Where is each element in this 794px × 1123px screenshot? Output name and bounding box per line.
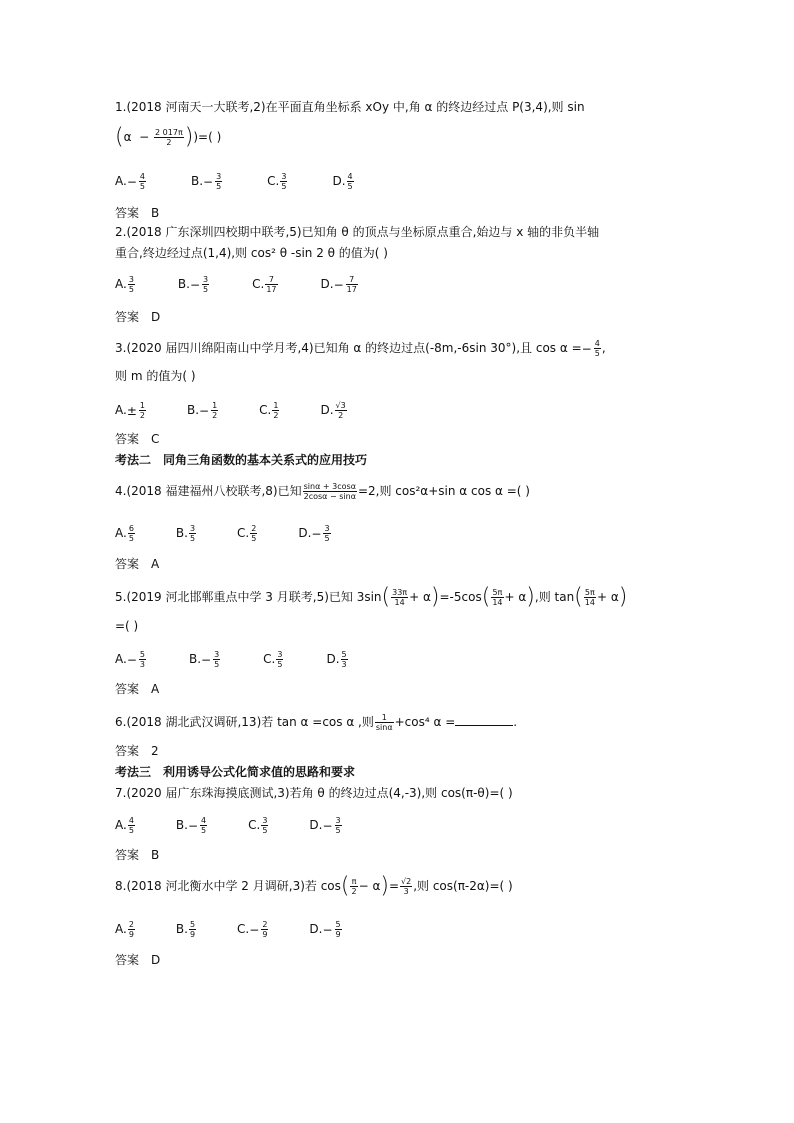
section-title-3: 考法三 利用诱导公式化简求值的思路和要求 — [115, 765, 356, 779]
option-label: D. — [309, 922, 323, 936]
option-fraction: $\frac{1}{2}$ — [139, 401, 145, 420]
option-fraction: $\frac{3}{5}$ — [203, 275, 209, 294]
q7-option-a[interactable] — [115, 816, 136, 835]
q5-option-c[interactable] — [263, 650, 284, 669]
option-label: C. — [259, 403, 272, 417]
q4-option-d[interactable] — [298, 524, 331, 543]
q5-stem-line1: 5.(2019 河北邯郸重点中学 3 月联考,5)已知 3sin( $\frac{33\pi}{14}$ + α)=-5cos( $\frac{5\pi}{14}$ + α),则 tan( $\frac{5\pi}{14}$ + α) — [115, 584, 628, 610]
q3-option-c[interactable] — [259, 401, 280, 420]
option-label: D. — [332, 174, 346, 188]
q5-option-b[interactable] — [189, 650, 221, 669]
option-fraction: $\frac{3}{5}$ — [335, 816, 341, 835]
q8-fraction: $\frac{√2}{3}$ — [401, 877, 412, 896]
option-label: A. — [115, 922, 127, 936]
option-fraction: $\frac{3}{5}$ — [277, 650, 283, 669]
option-fraction: $\frac{3}{5}$ — [128, 275, 134, 294]
q2-options — [115, 275, 359, 294]
option-fraction: $\frac{√3}{2}$ — [335, 401, 346, 420]
q1-option-a[interactable] — [115, 172, 147, 191]
q4-options — [115, 524, 332, 543]
option-fraction: $\frac{3}{5}$ — [324, 524, 330, 543]
q5-stem-line2: =( ) — [115, 619, 139, 633]
q8-options — [115, 920, 343, 939]
q8-option-b[interactable] — [176, 920, 197, 939]
q2-option-d[interactable] — [321, 275, 359, 294]
q7-options — [115, 816, 343, 835]
option-fraction: $\frac{5}{9}$ — [335, 920, 341, 939]
option-label: B. — [186, 403, 200, 417]
q7-option-b[interactable] — [176, 816, 208, 835]
option-label: A. — [115, 403, 127, 417]
option-sign: − — [333, 277, 344, 292]
q3-option-b[interactable] — [187, 401, 219, 420]
option-fraction: $\frac{4}{5}$ — [347, 172, 353, 191]
q6-answer: 答案 2 — [115, 744, 159, 758]
option-fraction: $\frac{3}{5}$ — [216, 172, 222, 191]
option-fraction: $\frac{7}{17}$ — [266, 275, 277, 294]
option-label: C. — [248, 818, 261, 832]
option-label: B. — [175, 922, 188, 936]
q7-option-d[interactable] — [309, 816, 342, 835]
q2-stem-line2: 重合,终边经过点(1,4),则 cos² θ -sin 2 θ 的值为( ) — [115, 246, 388, 260]
option-sign: − — [249, 922, 260, 937]
q1-option-b[interactable] — [191, 172, 223, 191]
q3-answer: 答案 C — [115, 432, 160, 446]
q4-stem: 4.(2018 福建福州八校联考,8)已知 $\frac{\sin\alpha + 3\cos\alpha}{2\cos\alpha - \sin\alpha}$ =2,则 cos²α+sin α cos α =( ) — [115, 482, 530, 501]
option-fraction: $\frac{2}{9}$ — [262, 920, 268, 939]
q1-option-d[interactable] — [332, 172, 354, 191]
q1-stem-line2: (α − $\frac{2 017\pi}{2}$ ))=( ) — [115, 124, 222, 150]
option-label: D. — [320, 403, 334, 417]
q3-fraction: $\frac{4}{5}$ — [594, 339, 600, 358]
option-fraction: $\frac{4}{5}$ — [128, 816, 134, 835]
option-sign: − — [126, 652, 137, 667]
option-fraction: $\frac{1}{2}$ — [212, 401, 218, 420]
q3-option-d[interactable] — [320, 401, 347, 420]
option-sign: − — [189, 277, 201, 292]
option-label: B. — [175, 818, 188, 832]
q1-stem-line1: 1.(2018 河南天一大联考,2)在平面直角坐标系 xOy 中,角 α 的终边经过点 P(3,4),则 sin — [115, 100, 585, 114]
option-sign: − — [311, 526, 322, 541]
option-label: C. — [237, 526, 250, 540]
q8-stem: 8.(2018 河北衡水中学 2 月调研,3)若 cos( $\frac{\pi}{2}$ − α)= $\frac{√2}{3}$ ,则 cos(π-2α)=( ) — [115, 873, 513, 899]
option-fraction: $\frac{4}{5}$ — [201, 816, 207, 835]
q3-options — [115, 401, 348, 420]
q8-option-c[interactable] — [237, 920, 269, 939]
option-label: C. — [267, 174, 280, 188]
q3-option-a[interactable] — [115, 401, 147, 420]
option-fraction: $\frac{3}{5}$ — [214, 650, 220, 669]
option-label: A. — [115, 818, 127, 832]
q7-answer: 答案 B — [115, 848, 160, 862]
q1-option-c[interactable] — [267, 172, 288, 191]
option-sign: − — [126, 174, 137, 189]
option-fraction: $\frac{3}{5}$ — [281, 172, 287, 191]
q7-stem: 7.(2020 届广东珠海摸底测试,3)若角 θ 的终边过点(4,-3),则 cos(π-θ)=( ) — [115, 786, 513, 800]
q1-answer: 答案 B — [115, 206, 160, 220]
option-label: A. — [115, 277, 127, 291]
q4-option-a[interactable] — [115, 524, 136, 543]
option-label: D. — [326, 652, 340, 666]
option-fraction: $\frac{4}{5}$ — [139, 172, 145, 191]
option-fraction: $\frac{5}{3}$ — [139, 650, 145, 669]
option-fraction: $\frac{2}{9}$ — [128, 920, 134, 939]
option-fraction: $\frac{3}{5}$ — [189, 524, 196, 543]
q3-stem-line1: 3.(2020 届四川绵阳南山中学月考,4)已知角 α 的终边过点(-8m,-6sin 30°),且 cos α =− $\frac{4}{5}$ , — [115, 339, 606, 358]
option-fraction: $\frac{5}{3}$ — [341, 650, 347, 669]
q2-option-b[interactable] — [178, 275, 210, 294]
option-label: A. — [115, 652, 127, 666]
q7-option-c[interactable] — [248, 816, 269, 835]
option-label: C. — [252, 277, 265, 291]
option-sign: − — [322, 818, 333, 833]
option-label: B. — [188, 652, 202, 666]
option-fraction: $\frac{7}{17}$ — [346, 275, 357, 294]
option-label: A. — [115, 526, 127, 540]
option-label: D. — [298, 526, 312, 540]
option-sign: ± — [126, 403, 137, 418]
section-title-2: 考法二 同角三角函数的基本关系式的应用技巧 — [115, 453, 368, 467]
option-fraction: $\frac{5}{9}$ — [189, 920, 196, 939]
q6-fraction: $\frac{1}{\sin\alpha}$ — [375, 713, 393, 732]
option-sign: − — [187, 818, 199, 833]
option-fraction: $\frac{2}{5}$ — [251, 524, 257, 543]
option-label: B. — [190, 174, 204, 188]
option-fraction: $\frac{6}{5}$ — [128, 524, 134, 543]
option-sign: − — [201, 652, 212, 667]
option-label: C. — [237, 922, 250, 936]
q5-option-d[interactable] — [326, 650, 348, 669]
q2-option-a[interactable] — [115, 275, 136, 294]
option-label: D. — [309, 818, 323, 832]
q4-fraction: $\frac{\sin\alpha + 3\cos\alpha}{2\cos\alpha - \sin\alpha}$ — [303, 482, 356, 501]
q8-option-d[interactable] — [309, 920, 342, 939]
q4-option-b[interactable] — [176, 524, 197, 543]
q4-answer: 答案 A — [115, 557, 160, 571]
option-label: D. — [320, 277, 334, 291]
q2-answer: 答案 D — [115, 310, 161, 324]
option-label: C. — [263, 652, 276, 666]
option-fraction: $\frac{1}{2}$ — [273, 401, 279, 420]
option-fraction: $\frac{3}{5}$ — [262, 816, 268, 835]
q8-option-a[interactable] — [115, 920, 136, 939]
q2-stem-line1: 2.(2018 广东深圳四校期中联考,5)已知角 θ 的顶点与坐标原点重合,始边与 x 轴的非负半轴 — [115, 225, 600, 239]
option-label: B. — [177, 277, 190, 291]
option-sign: − — [322, 922, 333, 937]
q5-answer: 答案 A — [115, 682, 160, 696]
option-label: A. — [115, 174, 127, 188]
q2-option-c[interactable] — [252, 275, 278, 294]
q6-stem: 6.(2018 湖北武汉调研,13)若 tan α =cos α ,则 $\frac{1}{\sin\alpha}$ +cos⁴ α = . — [115, 713, 518, 732]
q6-answer-blank[interactable] — [455, 713, 513, 726]
q1-fraction: $\frac{2 017\pi}{2}$ — [155, 128, 183, 147]
q5-options — [115, 650, 349, 669]
q5-option-a[interactable] — [115, 650, 147, 669]
q8-answer: 答案 D — [115, 953, 161, 967]
q1-options — [115, 172, 355, 191]
option-sign: − — [203, 174, 214, 189]
option-label: B. — [175, 526, 188, 540]
q4-option-c[interactable] — [237, 524, 258, 543]
q3-stem-line2: 则 m 的值为( ) — [115, 369, 196, 383]
option-sign: − — [199, 403, 210, 418]
